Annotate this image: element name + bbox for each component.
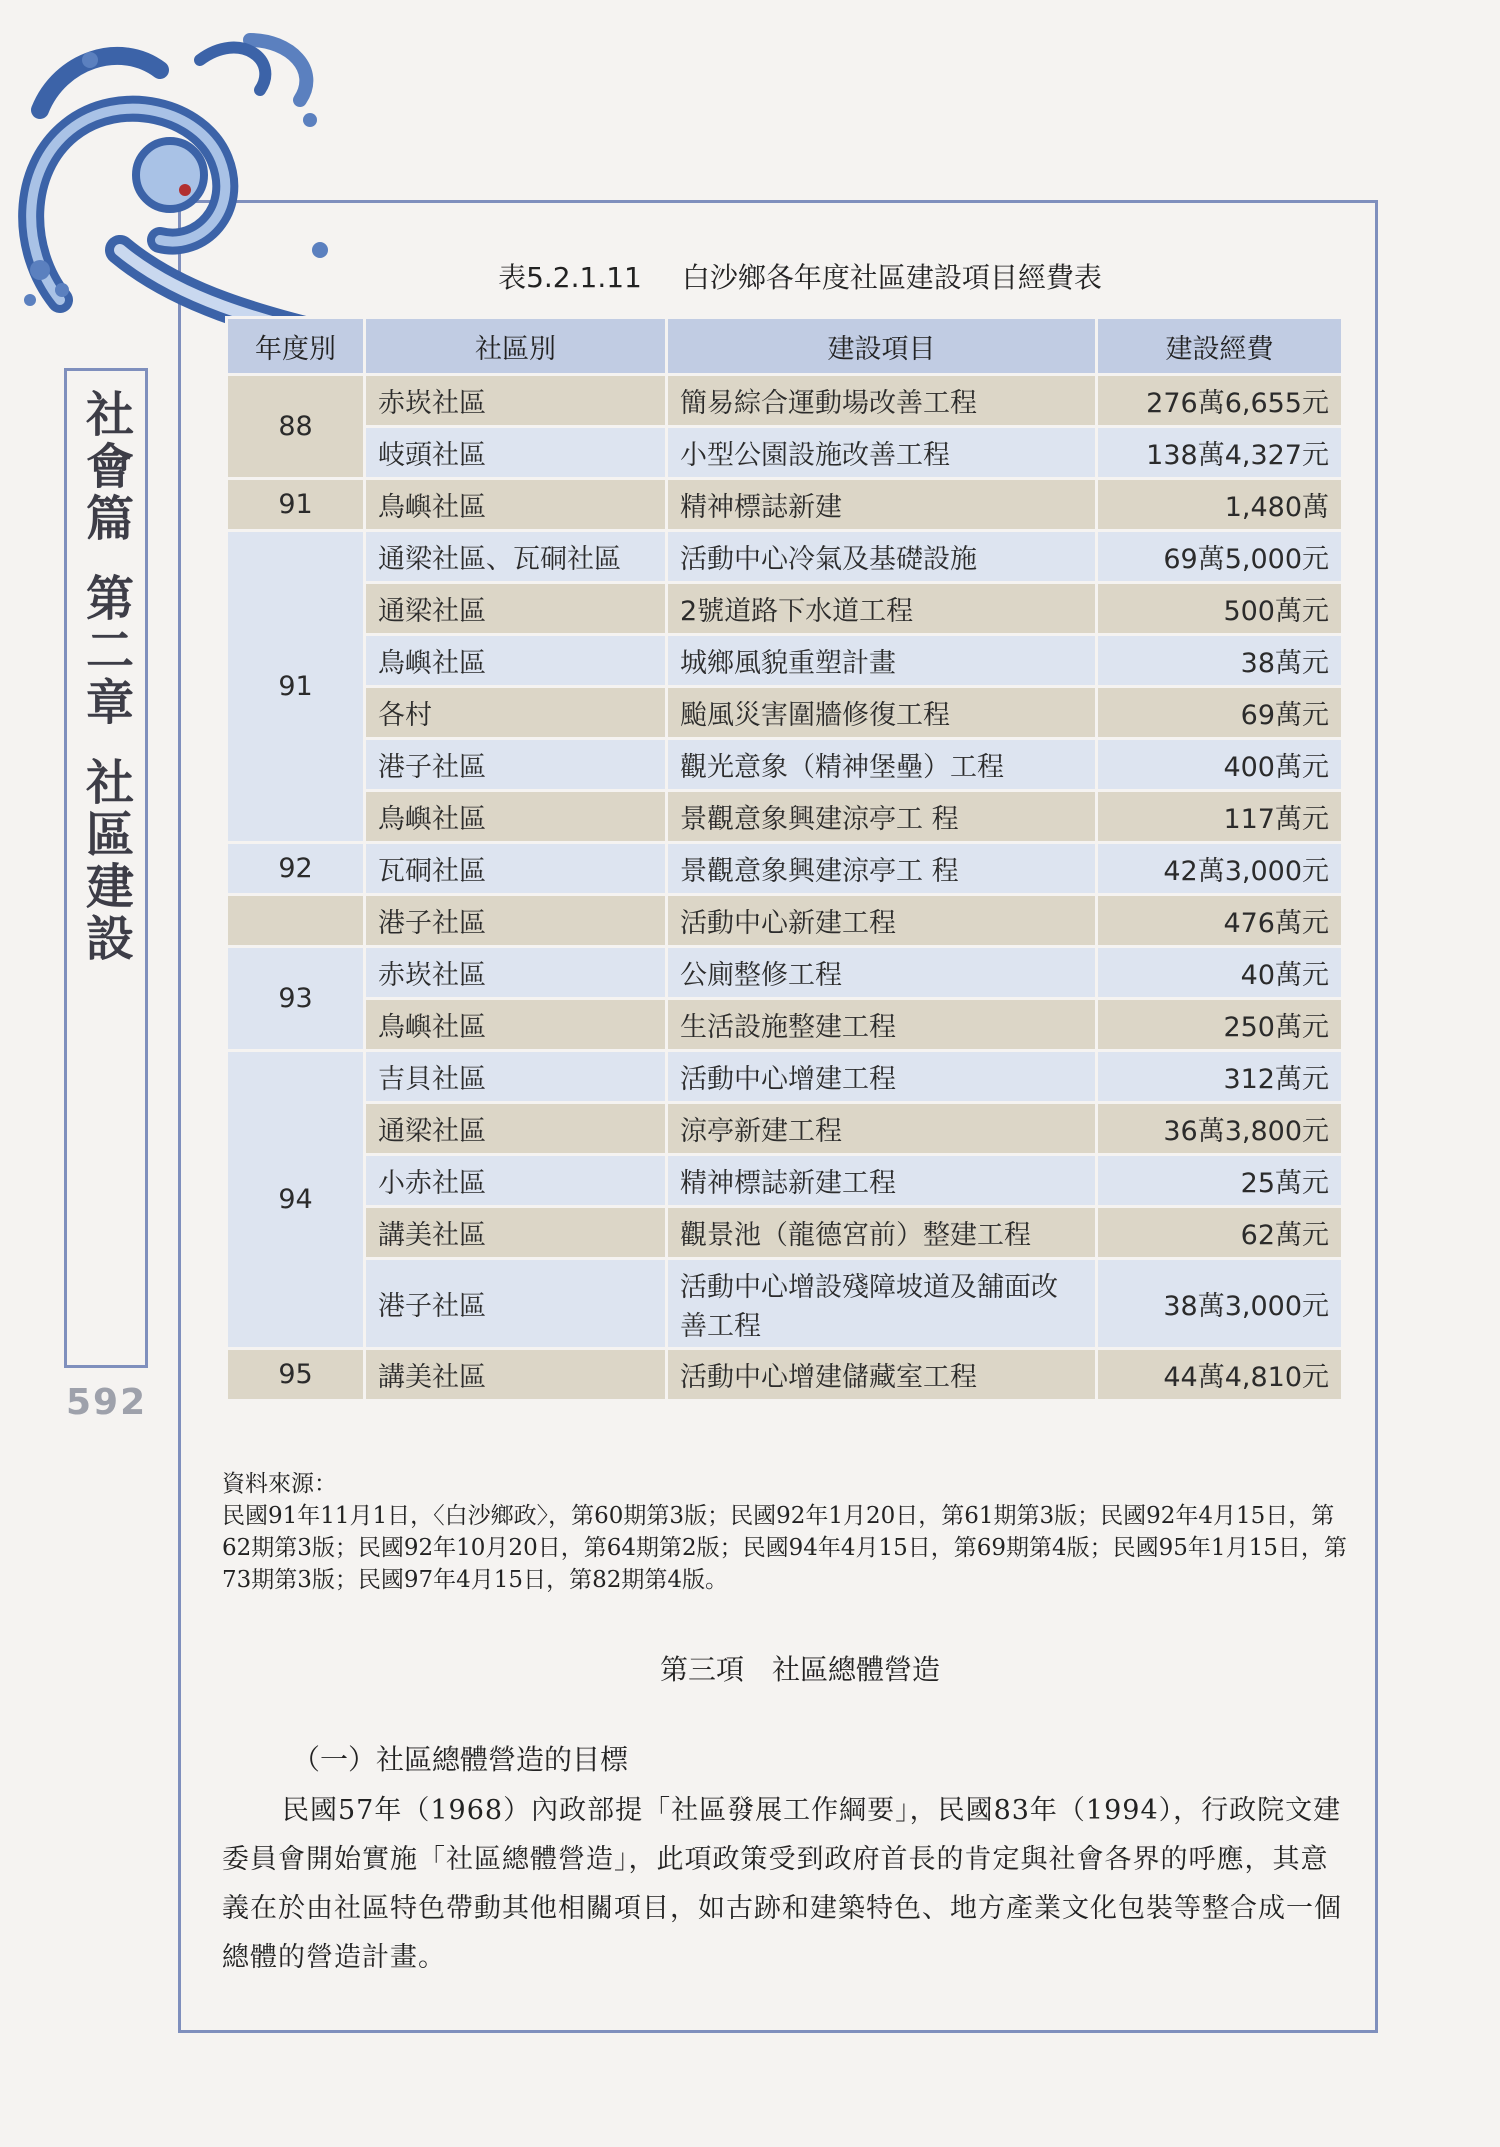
table-title [300,256,1300,296]
header-community: 社區別 [365,318,667,375]
project-cell: 活動中心冷氣及基礎設施 [667,531,1097,583]
cost-cell: 250萬元 [1097,999,1343,1051]
table-row [227,635,1343,687]
table-row [227,947,1343,999]
project-cell: 精神標誌新建工程 [667,1155,1097,1207]
year-cell: 91 [227,479,365,531]
community-cell: 鳥嶼社區 [365,999,667,1051]
cost-cell: 476萬元 [1097,895,1343,947]
community-cell: 赤崁社區 [365,947,667,999]
community-cell: 講美社區 [365,1349,667,1401]
cost-cell: 312萬元 [1097,1051,1343,1103]
table-header-row [227,318,1343,375]
year-cell: 88 [227,375,365,479]
cost-cell: 69萬5,000元 [1097,531,1343,583]
cost-cell: 25萬元 [1097,1155,1343,1207]
body-paragraph: 民國57年（1968）內政部提「社區發展工作綱要」，民國83年（1994），行政院文建委員會開始實施「社區總體營造」，此項政策受到政府首長的肯定與社會各界的呼應，其意義在於由社區特色帶動其他相關項目，如古跡和建築特色、地方產業文化包裝等整合成一個總體的營造計畫。 [222,1795,1342,1973]
year-cell: 93 [227,947,365,1051]
cost-cell: 400萬元 [1097,739,1343,791]
community-cell: 小赤社區 [365,1155,667,1207]
cost-cell: 117萬元 [1097,791,1343,843]
project-cell: 景觀意象興建涼亭工 程 [667,843,1097,895]
table-row [227,375,1343,427]
year-cell: 95 [227,1349,365,1401]
community-cell: 港子社區 [365,739,667,791]
project-cell: 活動中心新建工程 [667,895,1097,947]
table-row [227,1349,1343,1401]
community-cell: 鳥嶼社區 [365,635,667,687]
cost-cell: 276萬6,655元 [1097,375,1343,427]
table-row [227,999,1343,1051]
table-number: 表5.2.1.11 [498,261,642,294]
year-cell: 94 [227,1051,365,1349]
community-cell: 鳥嶼社區 [365,791,667,843]
source-text: 民國91年11月1日，〈白沙鄉政〉，第60期第3版；民國92年1月20日，第61期第3版；民國92年4月15日，第62期第3版；民國92年10月20日，第64期第2版；民國94年4月15日，第69期第4版；民國95年1月15日，第73期第3版；民國97年4月15日，第82期第4版。 [222,1503,1347,1593]
header-cost: 建設經費 [1097,318,1343,375]
page-number: 592 [66,1382,148,1423]
year-cell: 91 [227,531,365,843]
project-cell: 小型公園設施改善工程 [667,427,1097,479]
table-row [227,583,1343,635]
budget-table [225,316,1344,1402]
table-row [227,1103,1343,1155]
community-cell: 通梁社區 [365,583,667,635]
table-row [227,843,1343,895]
cost-cell: 38萬3,000元 [1097,1259,1343,1349]
cost-cell: 42萬3,000元 [1097,843,1343,895]
table-row [227,479,1343,531]
project-cell: 公廁整修工程 [667,947,1097,999]
community-cell: 吉貝社區 [365,1051,667,1103]
community-cell: 岐頭社區 [365,427,667,479]
community-cell: 港子社區 [365,895,667,947]
table-row [227,531,1343,583]
project-cell: 活動中心增設殘障坡道及舖面改善工程 [667,1259,1097,1349]
table-row [227,687,1343,739]
cost-cell: 40萬元 [1097,947,1343,999]
header-year: 年度別 [227,318,365,375]
project-cell: 活動中心增建工程 [667,1051,1097,1103]
project-cell: 簡易綜合運動場改善工程 [667,375,1097,427]
table-row [227,739,1343,791]
cost-cell: 36萬3,800元 [1097,1103,1343,1155]
community-cell: 通梁社區、瓦硐社區 [365,531,667,583]
cost-cell: 500萬元 [1097,583,1343,635]
subsection-heading: （一）社區總體營造的目標 [292,1743,629,1776]
chapter-side-banner [64,368,148,1368]
community-cell: 赤崁社區 [365,375,667,427]
chapter-title: 第二章 [77,573,134,729]
data-source-note [222,1468,1350,1596]
table-row [227,1259,1343,1349]
community-cell: 港子社區 [365,1259,667,1349]
project-cell: 城鄉風貌重塑計畫 [667,635,1097,687]
project-cell: 2號道路下水道工程 [667,583,1097,635]
cost-cell: 44萬4,810元 [1097,1349,1343,1401]
project-cell: 觀光意象（精神堡壘）工程 [667,739,1097,791]
community-cell: 瓦硐社區 [365,843,667,895]
header-project: 建設項目 [667,318,1097,375]
project-cell: 活動中心增建儲藏室工程 [667,1349,1097,1401]
part-title: 社會篇 [77,389,134,545]
table-row [227,791,1343,843]
table-row [227,427,1343,479]
section-title: 社區建設 [77,757,134,965]
project-cell: 景觀意象興建涼亭工 程 [667,791,1097,843]
community-cell: 鳥嶼社區 [365,479,667,531]
section-title-text: 社區總體營造 [772,1653,941,1686]
cost-cell: 138萬4,327元 [1097,427,1343,479]
project-cell: 精神標誌新建 [667,479,1097,531]
project-cell: 颱風災害圍牆修復工程 [667,687,1097,739]
cost-cell: 38萬元 [1097,635,1343,687]
year-cell [227,895,365,947]
table-row [227,1051,1343,1103]
community-cell: 通梁社區 [365,1103,667,1155]
table-row [227,1207,1343,1259]
community-cell: 各村 [365,687,667,739]
section-number: 第三項 [659,1653,744,1686]
project-cell: 涼亭新建工程 [667,1103,1097,1155]
chapter-vertical-title [72,389,141,1365]
project-cell: 生活設施整建工程 [667,999,1097,1051]
community-cell: 講美社區 [365,1207,667,1259]
cost-cell: 1,480萬 [1097,479,1343,531]
cost-cell: 62萬元 [1097,1207,1343,1259]
source-label: 資料來源： [222,1471,337,1497]
year-cell: 92 [227,843,365,895]
table-row [227,895,1343,947]
section-heading [300,1648,1300,1688]
table-caption: 白沙鄉各年度社區建設項目經費表 [681,261,1102,294]
table-row [227,1155,1343,1207]
cost-cell: 69萬元 [1097,687,1343,739]
project-cell: 觀景池（龍德宮前）整建工程 [667,1207,1097,1259]
